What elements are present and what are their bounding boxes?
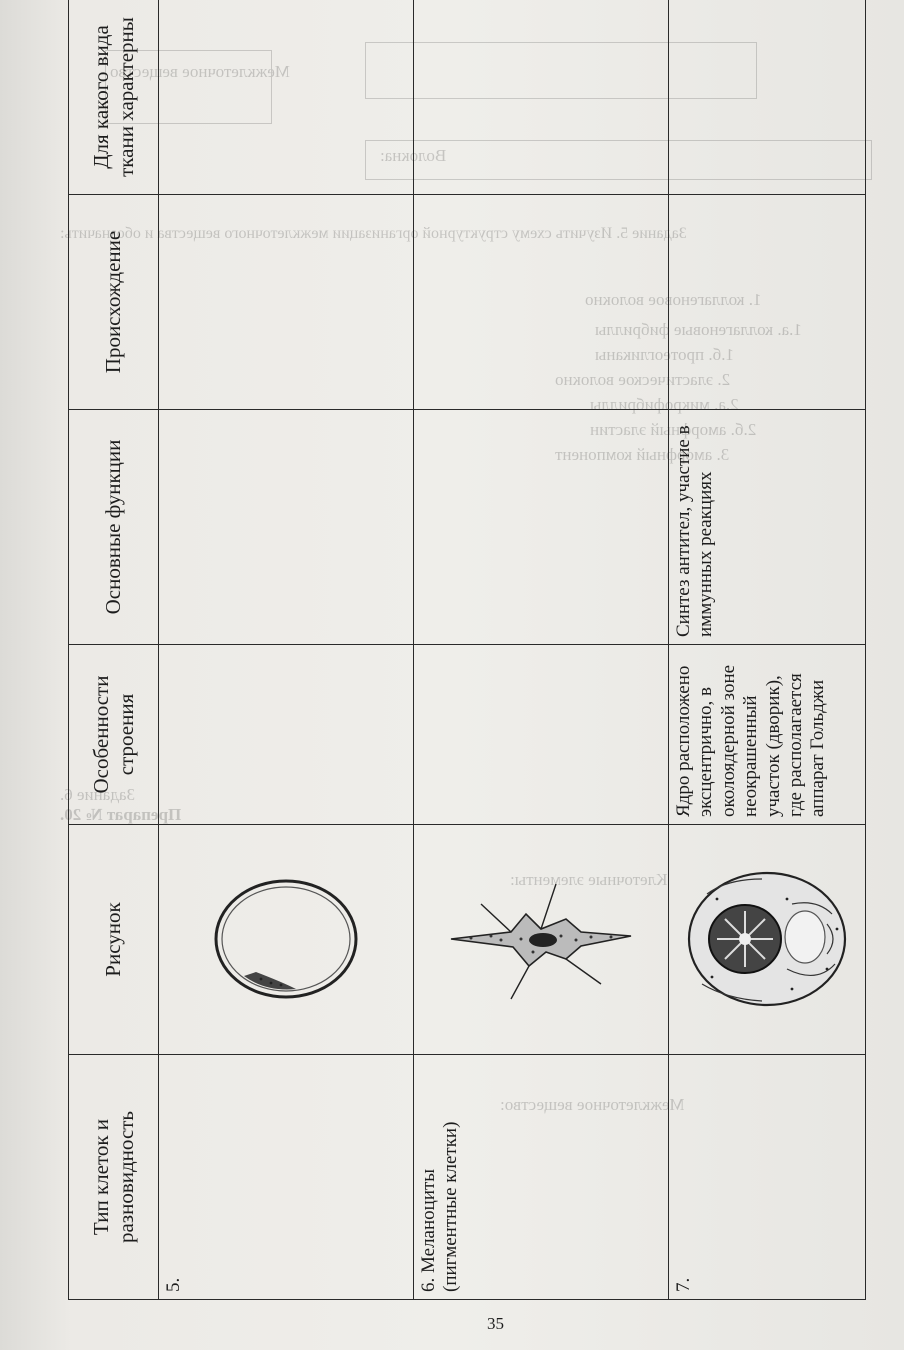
cell-drawing bbox=[414, 825, 669, 1055]
table-row bbox=[159, 0, 414, 1300]
cell-origin bbox=[159, 195, 414, 410]
cell-structure bbox=[159, 645, 414, 825]
cell-functions bbox=[159, 410, 414, 645]
header-cell-functions: Основные функции bbox=[69, 410, 159, 645]
header-cell-type: Тип клеток и разновидность bbox=[69, 1055, 159, 1300]
bleed-text: Межклеточное вещество: bbox=[500, 1095, 685, 1114]
bleed-text: Задание 6. bbox=[60, 785, 135, 804]
bleed-text: Препарат № 20. bbox=[60, 805, 182, 824]
cell-origin bbox=[669, 195, 866, 410]
bleed-text: 1. коллагеновое волокно bbox=[585, 290, 762, 309]
cell-functions: Синтез антител, участие в иммунных реакциях bbox=[669, 410, 866, 645]
plasma-cell-drawing-icon bbox=[687, 840, 847, 1040]
cell-structure: Ядро расположено эксцентрично, в околоядерной зоне неокрашенный участок (дворик), где располагается аппарат Гольджи bbox=[669, 645, 866, 825]
bleed-text: Клеточные элементы: bbox=[510, 870, 668, 889]
bleed-text: 1.б. протеогликаны bbox=[595, 345, 735, 364]
cell-structure bbox=[414, 645, 669, 825]
table-row bbox=[669, 0, 866, 1300]
header-cell-origin: Происхождение bbox=[69, 195, 159, 410]
bleed-text: 2. эластическое волокно bbox=[555, 370, 731, 389]
cell-origin bbox=[414, 195, 669, 410]
header-cell-structure: Особенности строения bbox=[69, 645, 159, 825]
cell-drawing bbox=[159, 825, 414, 1055]
fat-cell-drawing-icon bbox=[211, 840, 361, 1040]
cell-tissue bbox=[669, 0, 866, 195]
cell-type: 7. bbox=[669, 1055, 866, 1300]
cell-functions bbox=[414, 410, 669, 645]
cell-type: 5. bbox=[159, 1055, 414, 1300]
cell-types-table bbox=[68, 0, 866, 1300]
melanocyte-drawing-icon bbox=[446, 840, 636, 1040]
rotated-table-wrapper bbox=[68, 0, 866, 1300]
cell-tissue bbox=[159, 0, 414, 195]
table-row bbox=[414, 0, 669, 1300]
bleed-text: 2.а. микрофибриллы bbox=[590, 395, 739, 414]
cell-type: 6. Меланоциты (пигментные клетки) bbox=[414, 1055, 669, 1300]
table-header-row bbox=[69, 0, 159, 1300]
bleed-text: 3. аморфный компонент bbox=[555, 445, 730, 464]
header-cell-drawing: Рисунок bbox=[69, 825, 159, 1055]
page-number: 35 bbox=[487, 1314, 504, 1333]
bleed-text: 2.б. аморфный эластин bbox=[590, 420, 757, 439]
bleed-text: Межклеточное вещество bbox=[110, 62, 290, 81]
cell-drawing bbox=[669, 825, 866, 1055]
bleed-text: Волокна: bbox=[380, 146, 447, 165]
header-cell-tissue: Для какого вида ткани характерны bbox=[69, 0, 159, 195]
cell-tissue bbox=[414, 0, 669, 195]
bleed-text: 1.а. коллагеновые фибриллы bbox=[595, 320, 802, 339]
bleed-text: Задание 5. Изучить схему структурной организации межклеточного вещества и обозначить: bbox=[60, 225, 687, 242]
